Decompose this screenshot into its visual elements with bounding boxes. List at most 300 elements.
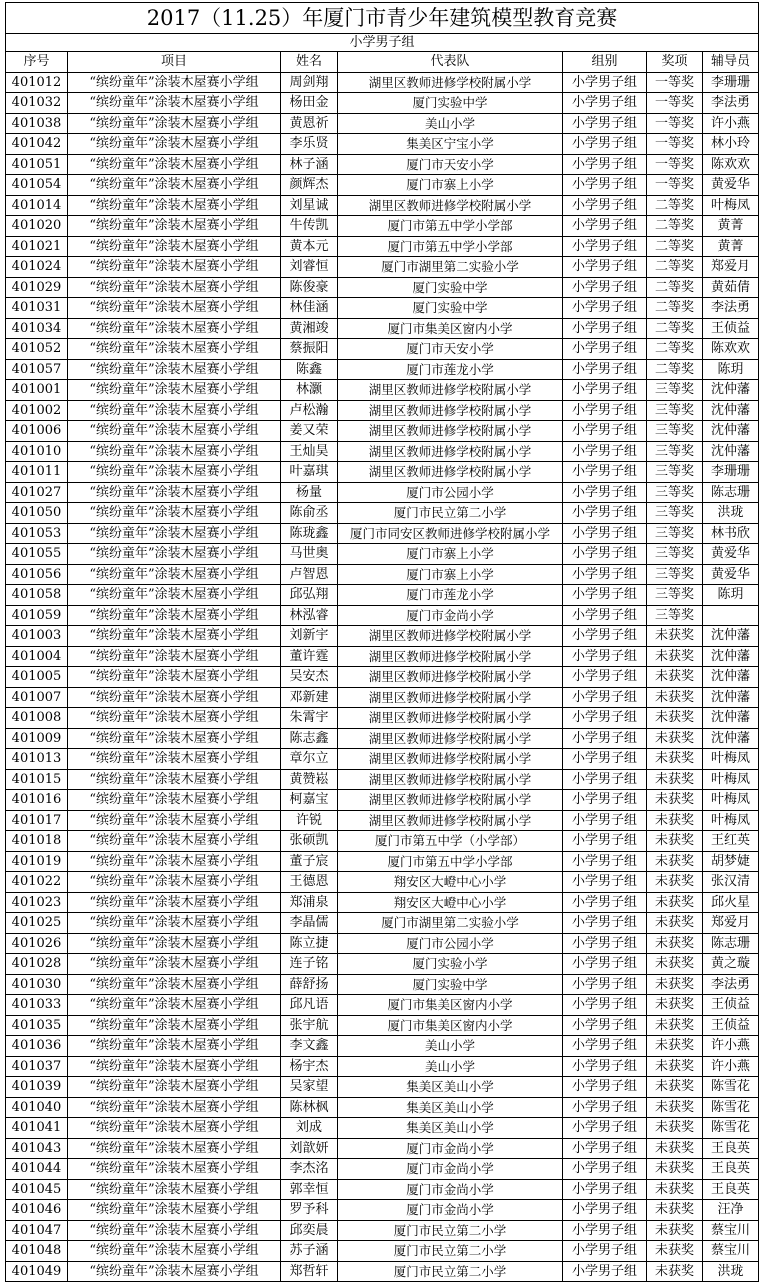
table-row [6,1077,759,1098]
cell-group: 小学男子组 [563,503,647,524]
cell-group: 小学男子组 [563,154,647,175]
cell-id: 401005 [6,667,68,688]
cell-group: 小学男子组 [563,482,647,503]
cell-team: 厦门市寨上小学 [338,544,563,565]
cell-coach: 张汉清 [703,872,759,893]
cell-team: 厦门市第五中学（小学部） [338,831,563,852]
cell-project: “缤纷童年”涂装木屋赛小学组 [68,195,281,216]
cell-project: “缤纷童年”涂装木屋赛小学组 [68,810,281,831]
cell-coach: 李珊珊 [703,72,759,93]
cell-coach: 李法勇 [703,974,759,995]
cell-award: 未获奖 [647,995,703,1016]
cell-coach: 陈玥 [703,359,759,380]
cell-id: 401059 [6,605,68,626]
table-row [6,154,759,175]
table-row [6,1159,759,1180]
cell-name: 张宇航 [281,1015,338,1036]
table-row [6,728,759,749]
cell-coach: 沈仲藩 [703,626,759,647]
cell-coach: 沈仲藩 [703,646,759,667]
cell-team: 湖里区教师进修学校附属小学 [338,626,563,647]
cell-name: 薛舒扬 [281,974,338,995]
cell-id: 401050 [6,503,68,524]
column-header-coach: 辅导员 [703,52,759,73]
cell-project: “缤纷童年”涂装木屋赛小学组 [68,1097,281,1118]
table-row [6,421,759,442]
cell-group: 小学男子组 [563,626,647,647]
cell-coach: 洪珑 [703,503,759,524]
cell-project: “缤纷童年”涂装木屋赛小学组 [68,462,281,483]
cell-name: 杨量 [281,482,338,503]
cell-id: 401043 [6,1138,68,1159]
cell-team: 湖里区教师进修学校附属小学 [338,728,563,749]
table-row [6,400,759,421]
cell-project: “缤纷童年”涂装木屋赛小学组 [68,1138,281,1159]
table-row [6,175,759,196]
cell-award: 未获奖 [647,831,703,852]
cell-project: “缤纷童年”涂装木屋赛小学组 [68,872,281,893]
table-row [6,339,759,360]
cell-coach: 陈雪花 [703,1118,759,1139]
cell-coach: 郑爱月 [703,913,759,934]
cell-team: 厦门市天安小学 [338,339,563,360]
cell-coach [703,605,759,626]
cell-award: 未获奖 [647,1159,703,1180]
cell-team: 湖里区教师进修学校附属小学 [338,790,563,811]
cell-coach: 黄之璇 [703,954,759,975]
cell-team: 湖里区教师进修学校附属小学 [338,687,563,708]
cell-project: “缤纷童年”涂装木屋赛小学组 [68,585,281,606]
cell-team: 厦门实验小学 [338,954,563,975]
cell-coach: 王侦益 [703,1015,759,1036]
cell-group: 小学男子组 [563,974,647,995]
cell-team: 湖里区教师进修学校附属小学 [338,769,563,790]
table-row [6,318,759,339]
cell-id: 401008 [6,708,68,729]
cell-group: 小学男子组 [563,769,647,790]
cell-name: 邱凡语 [281,995,338,1016]
cell-award: 未获奖 [647,728,703,749]
cell-id: 401032 [6,93,68,114]
cell-team: 厦门市第五中学小学部 [338,851,563,872]
cell-team: 美山小学 [338,113,563,134]
cell-team: 厦门市同安区教师进修学校附属小学 [338,523,563,544]
table-row [6,195,759,216]
cell-project: “缤纷童年”涂装木屋赛小学组 [68,708,281,729]
table-row [6,585,759,606]
cell-coach: 李法勇 [703,93,759,114]
cell-coach: 王侦益 [703,318,759,339]
cell-id: 401058 [6,585,68,606]
cell-award: 未获奖 [647,954,703,975]
cell-group: 小学男子组 [563,995,647,1016]
cell-award: 三等奖 [647,462,703,483]
cell-id: 401026 [6,933,68,954]
cell-id: 401027 [6,482,68,503]
cell-award: 未获奖 [647,646,703,667]
cell-group: 小学男子组 [563,1138,647,1159]
cell-name: 吴安杰 [281,667,338,688]
cell-id: 401035 [6,1015,68,1036]
cell-name: 苏子涵 [281,1241,338,1262]
cell-team: 集美区美山小学 [338,1118,563,1139]
cell-team: 集美区美山小学 [338,1077,563,1098]
cell-award: 未获奖 [647,769,703,790]
table-row [6,1056,759,1077]
cell-project: “缤纷童年”涂装木屋赛小学组 [68,1118,281,1139]
cell-project: “缤纷童年”涂装木屋赛小学组 [68,1200,281,1221]
cell-team: 厦门市第五中学小学部 [338,216,563,237]
cell-award: 三等奖 [647,544,703,565]
cell-coach: 陈欢欢 [703,154,759,175]
cell-team: 厦门市集美区窗内小学 [338,318,563,339]
cell-id: 401046 [6,1200,68,1221]
cell-group: 小学男子组 [563,441,647,462]
cell-group: 小学男子组 [563,728,647,749]
cell-name: 柯嘉宝 [281,790,338,811]
cell-project: “缤纷童年”涂装木屋赛小学组 [68,134,281,155]
cell-award: 未获奖 [647,851,703,872]
cell-project: “缤纷童年”涂装木屋赛小学组 [68,954,281,975]
header-row [6,52,759,73]
cell-team: 湖里区教师进修学校附属小学 [338,400,563,421]
cell-team: 厦门市民立第二小学 [338,1241,563,1262]
cell-name: 郑哲轩 [281,1261,338,1282]
cell-id: 401037 [6,1056,68,1077]
cell-award: 未获奖 [647,1097,703,1118]
cell-award: 未获奖 [647,667,703,688]
cell-group: 小学男子组 [563,175,647,196]
cell-name: 刘歆妍 [281,1138,338,1159]
cell-award: 二等奖 [647,318,703,339]
cell-award: 未获奖 [647,1241,703,1262]
cell-name: 郭幸恒 [281,1179,338,1200]
cell-award: 未获奖 [647,1261,703,1282]
cell-team: 厦门市天安小学 [338,154,563,175]
cell-group: 小学男子组 [563,585,647,606]
table-row [6,851,759,872]
cell-group: 小学男子组 [563,1179,647,1200]
cell-id: 401022 [6,872,68,893]
cell-coach: 陈志珊 [703,933,759,954]
cell-name: 蔡振阳 [281,339,338,360]
cell-group: 小学男子组 [563,913,647,934]
cell-project: “缤纷童年”涂装木屋赛小学组 [68,175,281,196]
cell-team: 厦门市寨上小学 [338,564,563,585]
cell-team: 厦门市湖里第二实验小学 [338,913,563,934]
cell-id: 401048 [6,1241,68,1262]
cell-id: 401014 [6,195,68,216]
cell-coach: 沈仲藩 [703,667,759,688]
column-header-name: 姓名 [281,52,338,73]
cell-group: 小学男子组 [563,1261,647,1282]
cell-coach: 叶梅凤 [703,769,759,790]
table-row [6,257,759,278]
cell-group: 小学男子组 [563,687,647,708]
cell-group: 小学男子组 [563,544,647,565]
cell-group: 小学男子组 [563,1015,647,1036]
cell-name: 卢松瀚 [281,400,338,421]
results-sheet [5,2,758,1282]
cell-name: 林灏 [281,380,338,401]
cell-coach: 洪珑 [703,1261,759,1282]
table-row [6,749,759,770]
cell-award: 未获奖 [647,1220,703,1241]
cell-name: 黄恩祈 [281,113,338,134]
cell-name: 姜又荣 [281,421,338,442]
cell-team: 厦门市公园小学 [338,933,563,954]
cell-coach: 许小燕 [703,113,759,134]
cell-group: 小学男子组 [563,113,647,134]
table-row [6,1179,759,1200]
cell-award: 未获奖 [647,1179,703,1200]
cell-award: 三等奖 [647,605,703,626]
cell-award: 三等奖 [647,585,703,606]
cell-award: 三等奖 [647,564,703,585]
table-row [6,605,759,626]
cell-id: 401013 [6,749,68,770]
cell-id: 401023 [6,892,68,913]
cell-group: 小学男子组 [563,257,647,278]
cell-id: 401009 [6,728,68,749]
cell-team: 湖里区教师进修学校附属小学 [338,380,563,401]
cell-id: 401025 [6,913,68,934]
cell-group: 小学男子组 [563,851,647,872]
cell-project: “缤纷童年”涂装木屋赛小学组 [68,687,281,708]
table-row [6,564,759,585]
cell-project: “缤纷童年”涂装木屋赛小学组 [68,523,281,544]
cell-team: 厦门实验中学 [338,974,563,995]
cell-id: 401019 [6,851,68,872]
cell-project: “缤纷童年”涂装木屋赛小学组 [68,339,281,360]
cell-name: 李晶儒 [281,913,338,934]
cell-name: 李乐贤 [281,134,338,155]
cell-project: “缤纷童年”涂装木屋赛小学组 [68,831,281,852]
cell-project: “缤纷童年”涂装木屋赛小学组 [68,1220,281,1241]
cell-coach: 黄菁 [703,216,759,237]
cell-id: 401028 [6,954,68,975]
cell-group: 小学男子组 [563,749,647,770]
cell-id: 401030 [6,974,68,995]
cell-group: 小学男子组 [563,400,647,421]
cell-project: “缤纷童年”涂装木屋赛小学组 [68,728,281,749]
cell-name: 陈林枫 [281,1097,338,1118]
cell-group: 小学男子组 [563,523,647,544]
results-table [5,2,759,1282]
cell-team: 厦门实验中学 [338,93,563,114]
cell-id: 401049 [6,1261,68,1282]
cell-award: 二等奖 [647,298,703,319]
cell-project: “缤纷童年”涂装木屋赛小学组 [68,216,281,237]
cell-group: 小学男子组 [563,277,647,298]
cell-group: 小学男子组 [563,195,647,216]
table-row [6,646,759,667]
cell-id: 401038 [6,113,68,134]
cell-coach: 沈仲藩 [703,421,759,442]
page-title: 2017（11.25）年厦门市青少年建筑模型教育竞赛 [6,3,759,34]
cell-award: 一等奖 [647,93,703,114]
cell-award: 未获奖 [647,790,703,811]
cell-id: 401003 [6,626,68,647]
cell-id: 401040 [6,1097,68,1118]
column-header-award: 奖项 [647,52,703,73]
cell-id: 401010 [6,441,68,462]
cell-team: 厦门实验中学 [338,298,563,319]
cell-award: 一等奖 [647,175,703,196]
cell-team: 湖里区教师进修学校附属小学 [338,708,563,729]
cell-project: “缤纷童年”涂装木屋赛小学组 [68,503,281,524]
cell-group: 小学男子组 [563,1200,647,1221]
cell-team: 翔安区大嶝中心小学 [338,892,563,913]
table-row [6,216,759,237]
cell-id: 401006 [6,421,68,442]
cell-group: 小学男子组 [563,667,647,688]
cell-award: 未获奖 [647,708,703,729]
cell-id: 401029 [6,277,68,298]
cell-group: 小学男子组 [563,1159,647,1180]
table-row [6,667,759,688]
cell-award: 二等奖 [647,359,703,380]
cell-award: 一等奖 [647,154,703,175]
cell-group: 小学男子组 [563,790,647,811]
cell-award: 未获奖 [647,913,703,934]
cell-coach: 陈玥 [703,585,759,606]
cell-award: 未获奖 [647,626,703,647]
cell-award: 一等奖 [647,113,703,134]
cell-name: 陈鑫 [281,359,338,380]
cell-team: 湖里区教师进修学校附属小学 [338,195,563,216]
cell-project: “缤纷童年”涂装木屋赛小学组 [68,1015,281,1036]
table-row [6,72,759,93]
cell-name: 刘新宇 [281,626,338,647]
cell-project: “缤纷童年”涂装木屋赛小学组 [68,790,281,811]
cell-coach: 黄爱华 [703,544,759,565]
cell-name: 陈立捷 [281,933,338,954]
table-row [6,933,759,954]
cell-id: 401057 [6,359,68,380]
cell-coach: 汪净 [703,1200,759,1221]
cell-coach: 王良英 [703,1138,759,1159]
cell-coach: 王侦益 [703,995,759,1016]
cell-group: 小学男子组 [563,318,647,339]
cell-id: 401033 [6,995,68,1016]
cell-id: 401045 [6,1179,68,1200]
cell-award: 未获奖 [647,749,703,770]
table-row [6,462,759,483]
table-row [6,995,759,1016]
cell-group: 小学男子组 [563,93,647,114]
cell-id: 401011 [6,462,68,483]
cell-team: 厦门市民立第二小学 [338,503,563,524]
cell-id: 401036 [6,1036,68,1057]
cell-id: 401021 [6,236,68,257]
cell-project: “缤纷童年”涂装木屋赛小学组 [68,974,281,995]
cell-award: 一等奖 [647,72,703,93]
cell-team: 集美区美山小学 [338,1097,563,1118]
cell-name: 林泓睿 [281,605,338,626]
cell-coach: 蔡宝川 [703,1220,759,1241]
table-row [6,1261,759,1282]
cell-name: 邱弘翔 [281,585,338,606]
cell-project: “缤纷童年”涂装木屋赛小学组 [68,646,281,667]
cell-group: 小学男子组 [563,1118,647,1139]
cell-team: 厦门市金尚小学 [338,1179,563,1200]
cell-id: 401042 [6,134,68,155]
cell-team: 厦门市集美区窗内小学 [338,1015,563,1036]
cell-award: 二等奖 [647,339,703,360]
table-row [6,810,759,831]
cell-project: “缤纷童年”涂装木屋赛小学组 [68,441,281,462]
cell-award: 三等奖 [647,400,703,421]
table-row [6,113,759,134]
cell-project: “缤纷童年”涂装木屋赛小学组 [68,892,281,913]
cell-group: 小学男子组 [563,359,647,380]
table-row [6,1118,759,1139]
cell-id: 401051 [6,154,68,175]
cell-group: 小学男子组 [563,462,647,483]
table-row [6,523,759,544]
cell-name: 邱奕晨 [281,1220,338,1241]
cell-group: 小学男子组 [563,810,647,831]
cell-project: “缤纷童年”涂装木屋赛小学组 [68,1159,281,1180]
cell-coach: 林小玲 [703,134,759,155]
cell-team: 厦门市民立第二小学 [338,1220,563,1241]
cell-group: 小学男子组 [563,1241,647,1262]
cell-project: “缤纷童年”涂装木屋赛小学组 [68,1036,281,1057]
cell-project: “缤纷童年”涂装木屋赛小学组 [68,1077,281,1098]
cell-id: 401001 [6,380,68,401]
cell-award: 二等奖 [647,216,703,237]
cell-name: 卢智恩 [281,564,338,585]
cell-coach: 黄菁 [703,236,759,257]
cell-team: 厦门市金尚小学 [338,1138,563,1159]
cell-coach: 叶梅凤 [703,790,759,811]
cell-award: 一等奖 [647,134,703,155]
cell-project: “缤纷童年”涂装木屋赛小学组 [68,769,281,790]
table-row [6,1138,759,1159]
cell-group: 小学男子组 [563,564,647,585]
cell-team: 厦门市金尚小学 [338,605,563,626]
cell-project: “缤纷童年”涂装木屋赛小学组 [68,1261,281,1282]
cell-name: 连子铭 [281,954,338,975]
cell-project: “缤纷童年”涂装木屋赛小学组 [68,605,281,626]
cell-coach: 黄爱华 [703,564,759,585]
cell-team: 厦门实验中学 [338,277,563,298]
cell-team: 厦门市第五中学小学部 [338,236,563,257]
cell-coach: 黄爱华 [703,175,759,196]
cell-award: 未获奖 [647,933,703,954]
cell-award: 未获奖 [647,1138,703,1159]
cell-name: 罗予科 [281,1200,338,1221]
cell-project: “缤纷童年”涂装木屋赛小学组 [68,72,281,93]
table-row [6,708,759,729]
column-header-team: 代表队 [338,52,563,73]
cell-group: 小学男子组 [563,134,647,155]
cell-coach: 黄茹倩 [703,277,759,298]
cell-name: 吴家望 [281,1077,338,1098]
cell-name: 董子宸 [281,851,338,872]
cell-group: 小学男子组 [563,72,647,93]
cell-coach: 胡梦婕 [703,851,759,872]
cell-group: 小学男子组 [563,298,647,319]
cell-group: 小学男子组 [563,380,647,401]
cell-award: 未获奖 [647,872,703,893]
cell-award: 未获奖 [647,974,703,995]
cell-group: 小学男子组 [563,339,647,360]
cell-project: “缤纷童年”涂装木屋赛小学组 [68,400,281,421]
cell-coach: 陈志珊 [703,482,759,503]
cell-name: 章尔立 [281,749,338,770]
